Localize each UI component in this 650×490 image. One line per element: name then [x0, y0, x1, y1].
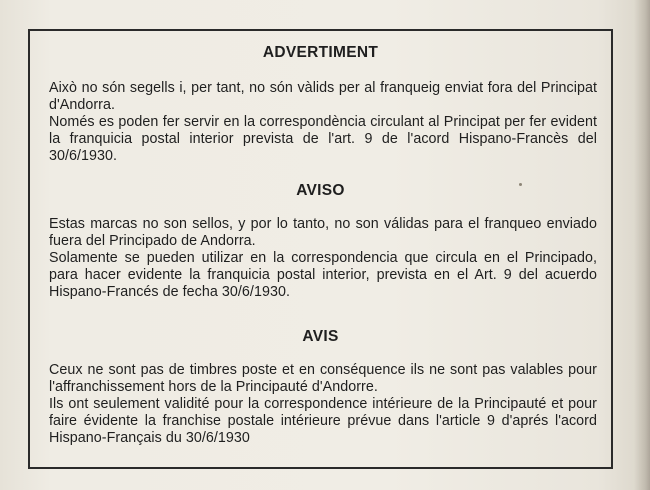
spanish-paragraph-2: Solamente se pueden utilizar en la correspondencia que circula en el Principado, para hacer evidente la franquicia postal interior, prevista en el Art. 9 del acuerdo Hispano-Francés de fecha 30/6/1930.: [49, 250, 597, 300]
catalan-paragraph-1: Això no són segells i, per tant, no són vàlids per al franqueig enviat fora del Principat d'Andorra.: [49, 80, 597, 113]
french-paragraph-1: Ceux ne sont pas de timbres poste et en conséquence ils ne sont pas valables pour l'affranchissement hors de la Principauté d'Andorre.: [49, 362, 597, 395]
catalan-paragraph-2: Només es poden fer servir en la correspondència circulant al Principat per fer evident la franquicia postal interior prevista de l'art. 9 de l'acord Hispano-Francès del 30/6/1930.: [49, 114, 597, 164]
page-fold-shadow: [634, 0, 650, 490]
notice-box: [28, 29, 613, 469]
french-paragraph-2: Ils ont seulement validité pour la correspondence intérieure de la Principauté et pour faire évidente la franchise postale intérieure prévue dans l'article 9 d'aprés l'acord Hispano-Français du 30/6/1930: [49, 396, 597, 446]
paper-speck: [519, 183, 522, 186]
catalan-heading: ADVERTIMENT: [262, 44, 379, 61]
french-heading: AVIS: [302, 328, 339, 345]
spanish-heading: AVISO: [296, 182, 345, 199]
spanish-paragraph-1: Estas marcas no son sellos, y por lo tanto, no son válidas para el franqueo enviado fuera del Principado de Andorra.: [49, 216, 597, 249]
